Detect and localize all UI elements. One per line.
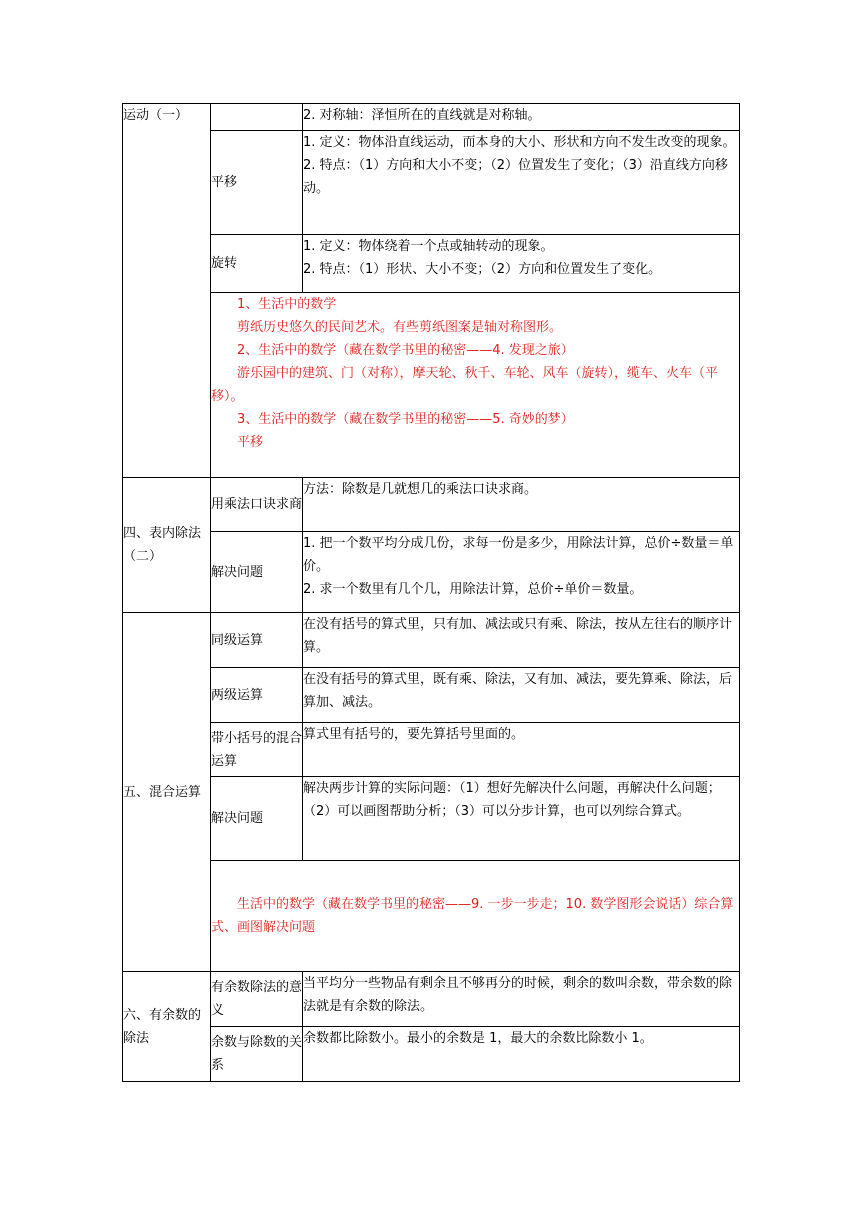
subcategory-label: 用乘法口诀求商 bbox=[211, 497, 303, 512]
content-cell bbox=[303, 668, 740, 723]
content-line: 解决两步计算的实际问题：（1）想好先解决什么问题，再解决什么问题；（2）可以画图帮助分析；（3）可以分步计算，也可以列综合算式。 bbox=[303, 781, 721, 819]
content-cell bbox=[303, 723, 740, 777]
subcategory-cell bbox=[211, 668, 303, 723]
life-math-mixed bbox=[211, 861, 740, 972]
subcategory-cell bbox=[211, 777, 303, 861]
table-row bbox=[123, 131, 740, 235]
subcategory-cell bbox=[211, 723, 303, 777]
subcategory-rotation bbox=[211, 235, 303, 293]
subcategory-label: 解决问题 bbox=[211, 564, 264, 580]
category-mixed bbox=[123, 613, 211, 972]
content-line: 当平均分一些物品有剩余且不够再分的时候，剩余的数叫余数，带余数的除法就是有余数的除法。 bbox=[303, 976, 733, 1014]
content-line: 2. 特点：（1）形状、大小不变；（2）方向和位置发生了变化。 bbox=[303, 262, 662, 277]
life-math-line: 1、生活中的数学 bbox=[237, 297, 337, 312]
subcategory-label: 余数与除数的关系 bbox=[211, 1035, 303, 1073]
content-line: 在没有括号的算式里，只有加、减法或只有乘、除法，按从左往右的顺序计算。 bbox=[303, 617, 733, 655]
content-line: 1. 定义：物体沿直线运动，而本身的大小、形状和方向不发生改变的现象。 bbox=[303, 135, 736, 150]
content-line: 2. 求一个数里有几个几，用除法计算，总价÷单价＝数量。 bbox=[303, 582, 643, 597]
category-motion bbox=[123, 104, 211, 478]
table-row bbox=[123, 235, 740, 293]
subcategory-cell bbox=[211, 532, 303, 613]
life-math-line: 2、生活中的数学（藏在数学书里的秘密——4. 发现之旅） bbox=[237, 343, 574, 358]
content-cell bbox=[303, 104, 740, 131]
content-cell bbox=[303, 478, 740, 532]
content-cell bbox=[303, 777, 740, 861]
table-row bbox=[123, 972, 740, 1027]
life-math-line: 生活中的数学（藏在数学书里的秘密——9. 一步一步走；10. 数学图形会说话）综合算式、画图解决问题 bbox=[211, 897, 734, 935]
table-row bbox=[123, 723, 740, 777]
category-remainder bbox=[123, 972, 211, 1082]
life-math-line: 3、生活中的数学（藏在数学书里的秘密——5. 奇妙的梦） bbox=[237, 412, 574, 427]
subcategory-label: 解决问题 bbox=[211, 811, 264, 826]
subcategory-empty bbox=[211, 104, 303, 131]
content-cell bbox=[303, 613, 740, 668]
category-division bbox=[123, 478, 211, 613]
content-line: 算式里有括号的，要先算括号里面的。 bbox=[303, 727, 525, 742]
subcategory-cell bbox=[211, 972, 303, 1027]
content-line: 2. 对称轴：泽恒所在的直线就是对称轴。 bbox=[303, 108, 541, 123]
category-label: 四、表内除法（二） bbox=[123, 526, 202, 564]
subcategory-label: 平移 bbox=[211, 175, 238, 190]
subcategory-cell bbox=[211, 478, 303, 532]
subcategory-label: 旋转 bbox=[211, 256, 238, 271]
life-math-motion bbox=[211, 293, 740, 478]
life-math-line: 平移 bbox=[237, 435, 264, 450]
subcategory-label: 有余数除法的意义 bbox=[211, 980, 303, 1018]
content-line: 在没有括号的算式里，既有乘、除法，又有加、减法，要先算乘、除法，后算加、减法。 bbox=[303, 672, 733, 710]
table-row bbox=[123, 532, 740, 613]
table-row bbox=[123, 478, 740, 532]
table-row bbox=[123, 613, 740, 668]
table-row bbox=[123, 293, 740, 478]
knowledge-table bbox=[122, 103, 740, 1082]
life-math-line: 剪纸历史悠久的民间艺术。有些剪纸图案是轴对称图形。 bbox=[237, 320, 563, 335]
subcategory-translation bbox=[211, 131, 303, 235]
content-cell bbox=[303, 972, 740, 1027]
table-row bbox=[123, 1027, 740, 1082]
table-row bbox=[123, 777, 740, 861]
content-line: 余数都比除数小。最小的余数是 1，最大的余数比除数小 1。 bbox=[303, 1031, 653, 1046]
content-cell bbox=[303, 131, 740, 235]
content-cell bbox=[303, 1027, 740, 1082]
content-line: 2. 特点：（1）方向和大小不变；（2）位置发生了变化；（3）沿直线方向移动。 bbox=[303, 158, 728, 196]
content-cell bbox=[303, 532, 740, 613]
subcategory-label: 带小括号的混合运算 bbox=[211, 730, 303, 769]
content-line: 方法：除数是几就想几的乘法口诀求商。 bbox=[303, 482, 538, 497]
content-line: 1. 把一个数平均分成几份，求每一份是多少，用除法计算，总价÷数量＝单价。 bbox=[303, 536, 734, 574]
table-row bbox=[123, 104, 740, 131]
content-cell bbox=[303, 235, 740, 293]
subcategory-cell bbox=[211, 1027, 303, 1082]
life-math-line: 游乐园中的建筑、门（对称），摩天轮、秋千、车轮、风车（旋转），缆车、火车（平移）。 bbox=[211, 366, 719, 404]
content-line: 1. 定义：物体绕着一个点或轴转动的现象。 bbox=[303, 239, 554, 254]
table-row bbox=[123, 861, 740, 972]
subcategory-label: 同级运算 bbox=[211, 632, 264, 648]
category-label: 运动（一） bbox=[123, 108, 189, 123]
category-label: 五、混合运算 bbox=[123, 784, 202, 800]
subcategory-cell bbox=[211, 613, 303, 668]
subcategory-label: 两级运算 bbox=[211, 687, 264, 703]
table-row bbox=[123, 668, 740, 723]
category-label: 六、有余数的除法 bbox=[123, 1007, 202, 1046]
